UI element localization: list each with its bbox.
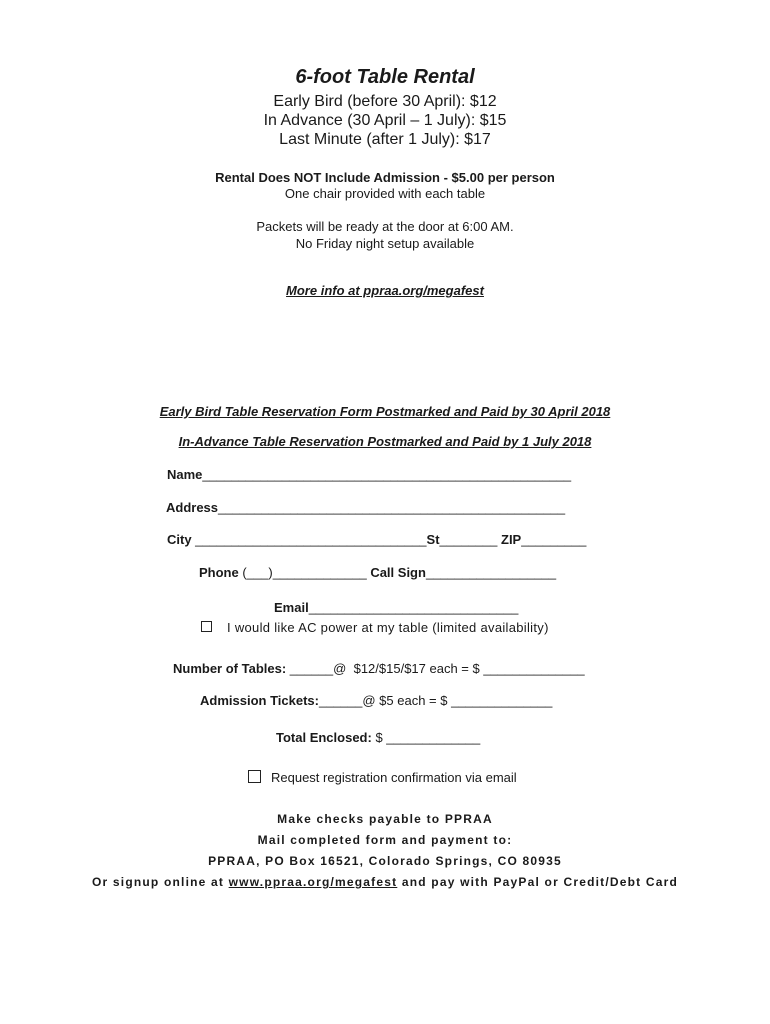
megafest-link[interactable]: www.ppraa.org/megafest	[228, 875, 398, 889]
admission-note: Rental Does NOT Include Admission - $5.00 per person	[215, 170, 555, 185]
tables-blank[interactable]: ______	[286, 661, 334, 676]
name-label: Name	[167, 467, 203, 482]
page-title: 6-foot Table Rental	[295, 66, 475, 88]
online-prefix: Or signup online at	[91, 875, 229, 889]
confirmation-checkbox[interactable]	[248, 770, 261, 783]
last-minute-price: Last Minute (after 1 July): $17	[279, 131, 491, 148]
tickets-row	[200, 693, 552, 708]
total-blank[interactable]: $ _____________	[371, 730, 481, 745]
tickets-blank[interactable]: ______	[318, 693, 363, 708]
ac-power-label: I would like AC power at my table (limited availability)	[227, 620, 549, 635]
confirmation-label: Request registration confirmation via email	[271, 770, 517, 785]
packets-note: Packets will be ready at the door at 6:00 AM.	[256, 219, 514, 234]
callsign-label: Call Sign	[366, 565, 426, 580]
mail-to-note: Mail completed form and payment to:	[257, 833, 513, 847]
more-info-link[interactable]: More info at ppraa.org/megafest	[286, 283, 484, 298]
city-state-zip-row	[167, 532, 586, 547]
st-blank[interactable]: ________	[439, 532, 498, 547]
early-bird-deadline: Early Bird Table Reservation Form Postmarked and Paid by 30 April 2018	[159, 404, 611, 419]
total-label: Total Enclosed:	[276, 730, 372, 745]
address-field[interactable]	[166, 500, 565, 515]
online-suffix: and pay with PayPal or Credit/Debt Card	[397, 875, 679, 889]
city-blank[interactable]: ________________________________	[191, 532, 427, 547]
payable-note: Make checks payable to PPRAA	[277, 812, 493, 826]
zip-blank[interactable]: _________	[521, 532, 587, 547]
address-blank[interactable]: ________________________________________________	[218, 500, 566, 515]
setup-note: No Friday night setup available	[295, 236, 475, 251]
tables-rate: @ $12/$15/$17 each = $ ______________	[333, 661, 585, 676]
in-advance-deadline: In-Advance Table Reservation Postmarked and Paid by 1 July 2018	[178, 434, 592, 449]
email-label: Email	[274, 600, 309, 615]
early-bird-price: Early Bird (before 30 April): $12	[273, 93, 497, 110]
phone-callsign-row	[199, 565, 556, 580]
mailing-address: PPRAA, PO Box 16521, Colorado Springs, CO 80935	[208, 854, 562, 868]
phone-area-blank[interactable]: (___)	[238, 565, 273, 580]
total-row	[276, 730, 480, 745]
name-blank[interactable]: ___________________________________________________	[202, 467, 572, 482]
email-blank[interactable]: _____________________________	[308, 600, 519, 615]
city-label: City	[167, 532, 192, 547]
ac-power-checkbox[interactable]	[201, 621, 212, 632]
address-label: Address	[166, 500, 219, 515]
tickets-label: Admission Tickets:	[200, 693, 319, 708]
tables-label: Number of Tables:	[173, 661, 287, 676]
chair-note: One chair provided with each table	[284, 186, 486, 201]
phone-label: Phone	[199, 565, 239, 580]
name-field[interactable]	[167, 467, 571, 482]
tickets-rate: @ $5 each = $ ______________	[362, 693, 553, 708]
online-signup-note	[0, 875, 770, 889]
phone-blank[interactable]: _____________	[272, 565, 367, 580]
st-label: St	[426, 532, 440, 547]
tables-row	[173, 661, 585, 676]
in-advance-price: In Advance (30 April – 1 July): $15	[263, 112, 507, 129]
callsign-blank[interactable]: __________________	[425, 565, 557, 580]
zip-label: ZIP	[497, 532, 522, 547]
email-field[interactable]	[274, 600, 518, 615]
